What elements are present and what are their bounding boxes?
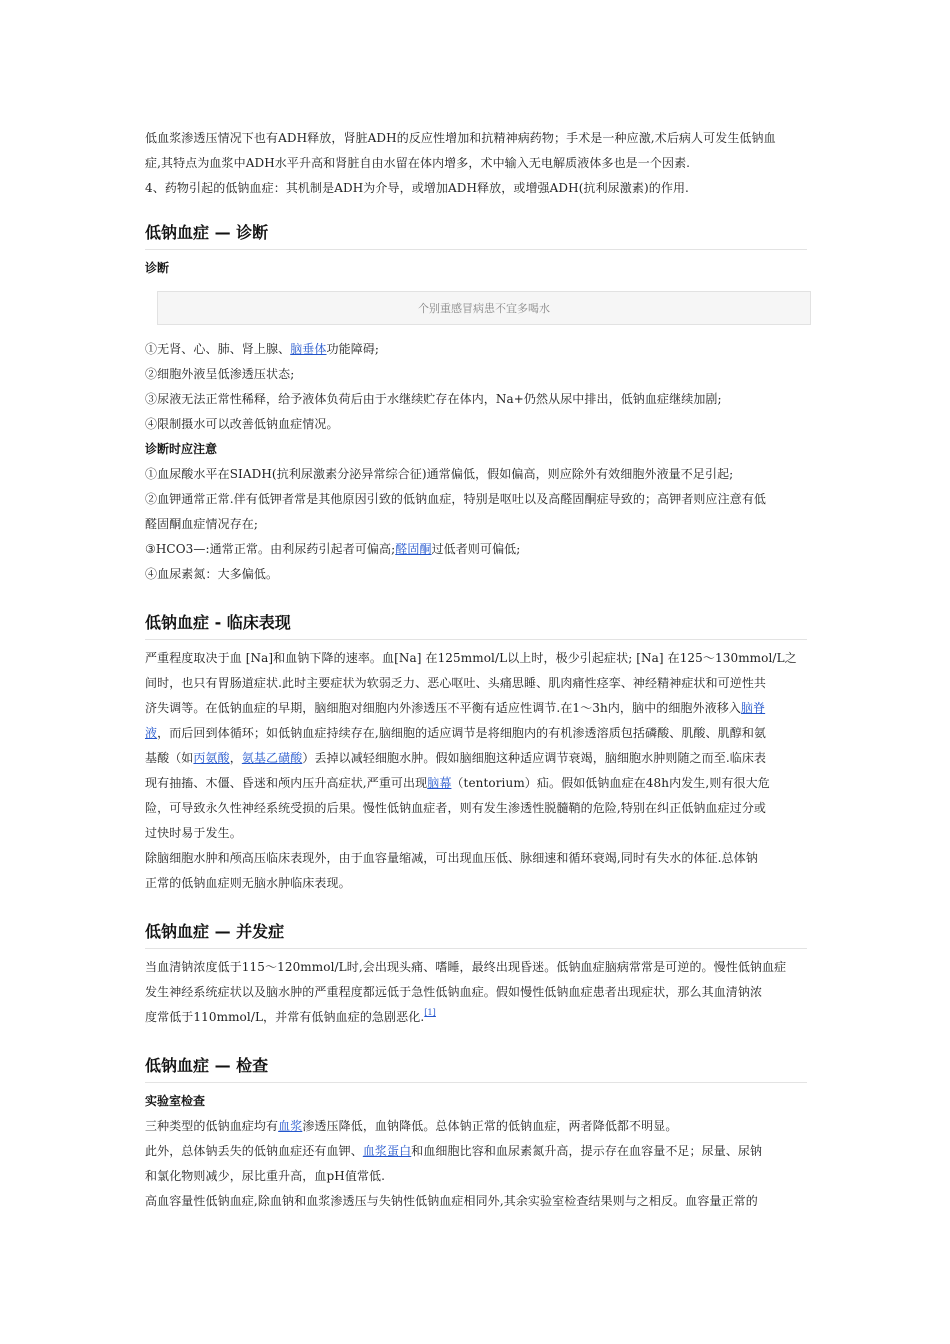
paragraph-exam: 高血容量性低钠血症,除血钠和血浆渗透压与失钠性低钠血症相同外,其余实验室检查结果则与之相反。血容量正常的 xyxy=(145,1194,758,1208)
list-item: ②细胞外液呈低渗透压状态; xyxy=(145,367,295,381)
text-line: 发生神经系统症状以及脑水肿的严重程度都远低于急性低钠血症。假如慢性低钠血症患者出现症状，那么其血清钠浓 xyxy=(145,985,763,999)
section-title-exam: 低钠血症 — 检查 xyxy=(145,1054,807,1083)
list-item xyxy=(145,487,807,537)
text-line: 险，可导致永久性神经系统受损的后果。慢性低钠血症者，则有发生渗透性脱髓鞘的危险,特别在纠正低钠血症过分或 xyxy=(145,801,767,815)
reference-link[interactable]: [1] xyxy=(424,1008,436,1017)
text-span: 此外，总体钠丢失的低钠血症还有血钾、 xyxy=(145,1144,363,1158)
text-line: 当血清钠浓度低于115～120mmol/L时,会出现头痛、嗜睡，最终出现昏迷。低钠血症脑病常常是可逆的。慢性低钠血症 xyxy=(145,960,787,974)
list-item: ①血尿酸水平在SIADH(抗利尿激素分泌异常综合征)通常偏低，假如偏高，则应除外有效细胞外液量不足引起; xyxy=(145,467,734,481)
text-line: ）丢掉以减轻细胞水肿。假如脑细胞这种适应调节衰竭，脑细胞水肿则随之而至.临床表 xyxy=(302,751,767,765)
text-span: 三种类型的低钠血症均有 xyxy=(145,1119,279,1133)
link-aldosterone[interactable]: 醛固酮 xyxy=(395,542,432,556)
section-title-diagnosis: 低钠血症 — 诊断 xyxy=(145,221,807,250)
intro-paragraph xyxy=(145,126,807,176)
paragraph-clinical xyxy=(145,646,807,846)
text-line: 醛固酮血症情况存在; xyxy=(145,517,259,531)
link-taurine[interactable]: 氨基乙磺酸 xyxy=(241,751,303,765)
text-line: 症,其特点为血浆中ADH水平升高和肾脏自由水留在体内增多，术中输入无电解质液体多也是一个因素. xyxy=(145,156,691,170)
text-line: 现有抽搐、木僵、昏迷和颅内压升高症状,严重可出现 xyxy=(145,776,428,790)
text-span: 功能障碍; xyxy=(326,342,380,356)
section-title-clinical: 低钠血症 - 临床表现 xyxy=(145,611,807,640)
link-csf[interactable]: 脑脊 xyxy=(740,701,766,715)
section-title-complications: 低钠血症 — 并发症 xyxy=(145,920,807,949)
subsection-title-lab: 实验室检查 xyxy=(145,1094,206,1108)
text-span: ③HCO3—:通常正常。由利尿药引起者可偏高; xyxy=(145,542,396,556)
text-line: 严重程度取决于血 [Na]和血钠下降的速率。血[Na] 在125mmol/L以上时，极少引起症状; [Na] 在125～130mmol/L之 xyxy=(145,651,797,665)
paragraph-exam xyxy=(145,1139,807,1189)
text-line: 济失调等。在低钠血症的早期，脑细胞对细胞内外渗透压不平衡有适应性调节.在1～3h内，脑中的细胞外液移入 xyxy=(145,701,741,715)
list-item: ④血尿素氮：大多偏低。 xyxy=(145,567,279,581)
list-item: ④限制摄水可以改善低钠血症情况。 xyxy=(145,417,339,431)
text-span: 和血细胞比容和血尿素氮升高，提示存在血容量不足；尿量、尿钠 xyxy=(411,1144,763,1158)
list-item: ③尿液无法正常性稀释，给予液体负荷后由于水继续贮存在体内，Na+仍然从尿中排出，低钠血症继续加剧; xyxy=(145,392,722,406)
text-line: 度常低于110mmol/L，并常有低钠血症的急剧恶化. xyxy=(145,1010,425,1024)
link-csf[interactable]: 液 xyxy=(145,726,158,740)
text-span: 渗透压降低，血钠降低。总体钠正常的低钠血症，两者降低都不明显。 xyxy=(302,1119,678,1133)
subsection-title-notes: 诊断时应注意 xyxy=(145,442,218,456)
text-line: 和氯化物则减少，尿比重升高，血pH值常低. xyxy=(145,1169,386,1183)
subsection-title-diagnosis: 诊断 xyxy=(145,261,170,275)
text-line: 低血浆渗透压情况下也有ADH释放，肾脏ADH的反应性增加和抗精神病药物；手术是一种应激,术后病人可发生低钠血 xyxy=(145,131,776,145)
list-item xyxy=(145,537,807,562)
text-line: ②血钾通常正常.伴有低钾者常是其他原因引致的低钠血症，特别是呕吐以及高醛固酮症导致的；高钾者则应注意有低 xyxy=(145,492,767,506)
image-placeholder xyxy=(157,291,811,325)
text-line: 正常的低钠血症则无脑水肿临床表现。 xyxy=(145,876,351,890)
paragraph-clinical-2 xyxy=(145,846,807,896)
list-item xyxy=(145,337,807,362)
image-caption: 个别重感冒病患不宜多喝水 xyxy=(418,302,550,315)
text-span: 过低者则可偏低; xyxy=(431,542,521,556)
intro-paragraph-drugs: 4、药物引起的低钠血症：其机制是ADH为介导，或增加ADH释放，或增强ADH(抗利尿激素)的作用. xyxy=(145,181,689,195)
text-line: 间时，也只有胃肠道症状.此时主要症状为软弱乏力、恶心呕吐、头痛思睡、肌肉痛性痉挛、神经精神症状和可逆性共 xyxy=(145,676,767,690)
link-pituitary[interactable]: 脑垂体 xyxy=(290,342,327,356)
paragraph-complications xyxy=(145,955,807,1030)
link-plasma[interactable]: 血浆 xyxy=(278,1119,303,1133)
text-line: ，而后回到体循环；如低钠血症持续存在,脑细胞的适应调节是将细胞内的有机渗透溶质包括磷酸、肌酸、肌醇和氨 xyxy=(157,726,767,740)
text-span: ①无肾、心、肺、肾上腺、 xyxy=(145,342,291,356)
text-line: 除脑细胞水肿和颅高压临床表现外，由于血容量缩减，可出现血压低、脉细速和循环衰竭,同时有失水的体征.总体钠 xyxy=(145,851,758,865)
link-alanine[interactable]: 丙氨酸 xyxy=(193,751,230,765)
text-line: （tentorium）疝。假如低钠血症在48h内发生,则有很大危 xyxy=(451,776,770,790)
text-span: ， xyxy=(229,751,242,765)
article-content xyxy=(145,126,807,1214)
text-line: 基酸（如 xyxy=(145,751,194,765)
paragraph-exam xyxy=(145,1114,807,1139)
link-plasma-protein[interactable]: 血浆蛋白 xyxy=(362,1144,412,1158)
link-tentorium[interactable]: 脑幕 xyxy=(427,776,452,790)
text-line: 过快时易于发生。 xyxy=(145,826,242,840)
